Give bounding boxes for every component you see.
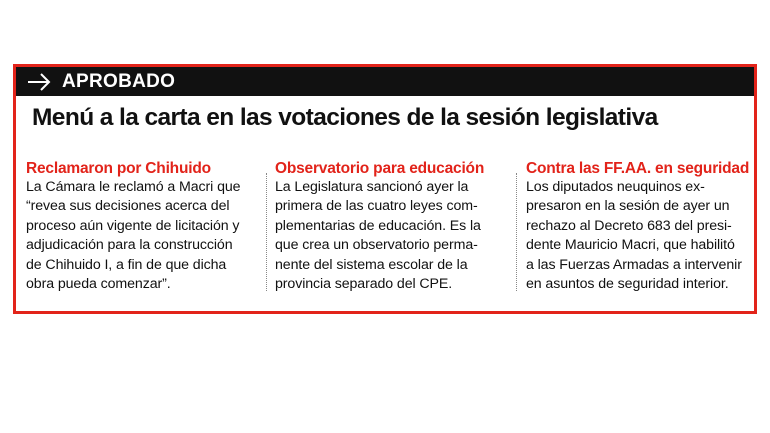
body-line: en asuntos de seguridad interior. — [526, 276, 729, 293]
body-line: plementarias de educación. Es la — [275, 217, 481, 234]
arrow-right-icon — [26, 72, 52, 92]
column-title: Observatorio para educación — [275, 160, 485, 177]
columns — [16, 159, 754, 309]
body-line: provincia separado del CPE. — [275, 276, 453, 293]
body-line: adjudicación para la construcción — [26, 237, 233, 254]
body-line: La Legislatura sancionó ayer la — [275, 179, 469, 195]
body-line: Los diputados neuquinos ex- — [526, 179, 705, 195]
kicker-bar — [16, 67, 754, 96]
body-line: de Chihuido I, a fin de que dicha — [26, 256, 227, 273]
body-line: dente Mauricio Macri, que habilitó — [526, 237, 735, 254]
headline: Menú a la carta en las votaciones de la sesión legislativa — [32, 104, 658, 131]
body-line: presaron en la sesión de ayer un — [526, 198, 730, 215]
column-title: Contra las FF.AA. en seguridad — [526, 160, 750, 177]
body-line: obra pueda comenzar”. — [26, 276, 171, 293]
kicker-label: APROBADO — [62, 71, 176, 92]
body-line: primera de las cuatro leyes com- — [275, 198, 478, 215]
column-ffaa — [526, 159, 750, 309]
column-chihuido — [26, 159, 271, 309]
column-observatorio — [275, 159, 525, 309]
body-line: nente del sistema escolar de la — [275, 256, 468, 273]
column-title: Reclamaron por Chihuido — [26, 160, 211, 177]
body-line: “revea sus decisiones acerca del — [26, 198, 230, 215]
info-box — [13, 64, 757, 314]
body-line: rechazo al Decreto 683 del presi- — [526, 217, 732, 234]
body-line: La Cámara le reclamó a Macri que — [26, 179, 241, 195]
body-line: proceso aún vigente de licitación y — [26, 217, 240, 234]
body-line: a las Fuerzas Armadas a intervenir — [526, 256, 742, 273]
body-line: que crea un observatorio perma- — [275, 237, 478, 254]
